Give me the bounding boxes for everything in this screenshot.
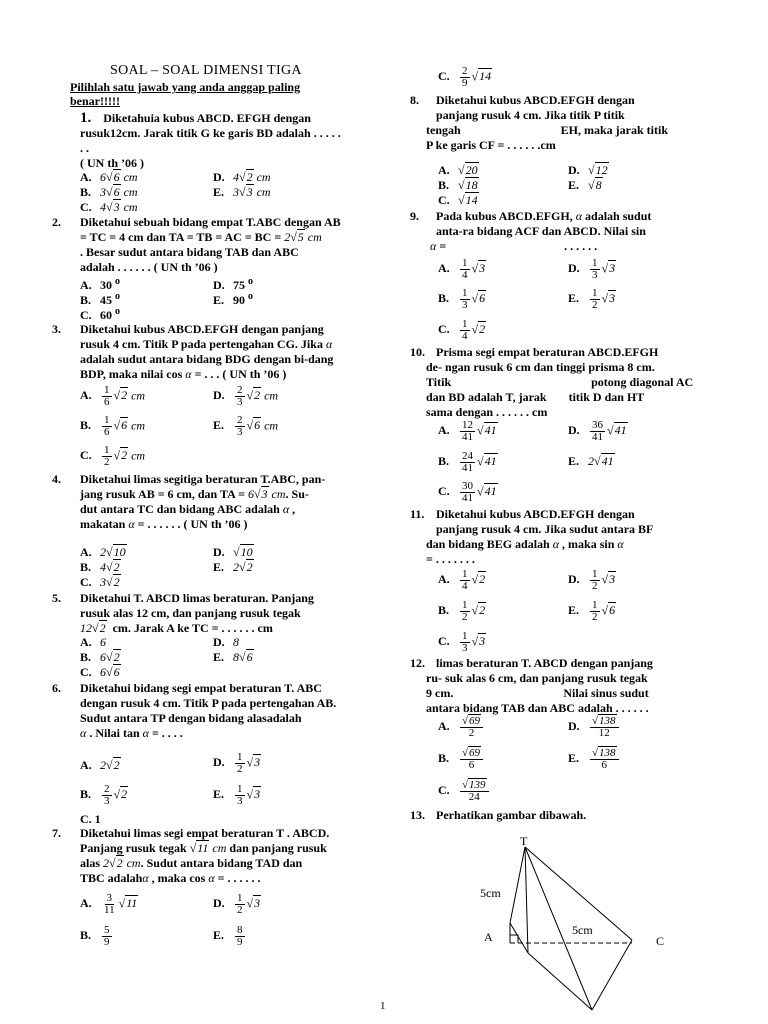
q6-option-e[interactable]: E. $\frac{1}{3}$ √3 xyxy=(213,783,261,807)
q7-option-d[interactable]: D. $\frac{1}{2}$ √3 xyxy=(213,892,261,916)
q1-option-c[interactable]: C. 4√3 cm xyxy=(80,200,138,214)
q5-option-b[interactable]: B. 6√2 xyxy=(80,650,120,664)
q8-option-a[interactable]: A. √20 xyxy=(438,163,478,177)
question-2: 2. Diketahui sebuah bidang empat T.ABC dengan AB = TC = 4 cm dan TA = TB = AC = BC = 2√5 cm . Besar sudut antara bidang TAB dan ABC adalah . . . . . . ( UN th ’06 ) xyxy=(52,215,341,274)
q3-option-b[interactable]: B. $\frac{1}{6}$ √6 cm xyxy=(80,414,146,438)
instruction xyxy=(70,80,300,108)
q10-option-d[interactable]: D. $\frac{36}{41}$ √41 xyxy=(568,419,627,443)
q9-option-b[interactable]: B. $\frac{1}{3}$ √6 xyxy=(438,287,486,311)
q3-option-a[interactable]: A. $\frac{1}{6}$ √2 cm xyxy=(80,384,146,408)
q3-option-c[interactable]: C. $\frac{1}{2}$ √2 cm xyxy=(80,444,146,468)
q1-option-e[interactable]: E. 3√3 cm xyxy=(213,185,271,199)
q11-option-e[interactable]: E. $\frac{1}{2}$ √6 xyxy=(568,599,616,623)
q6-option-b[interactable]: B. $\frac{2}{3}$ √2 xyxy=(80,783,128,807)
q10-option-c[interactable]: C. $\frac{30}{41}$ √41 xyxy=(438,480,497,504)
question-12: 12. limas beraturan T. ABCD dengan panjang ru- suk alas 6 cm, dan panjang rusuk tegak 9 cm. Nilai sinus sudut antara bidang TAB dan ABC adalah . . . . . . xyxy=(410,656,653,715)
q9-option-e[interactable]: E. $\frac{1}{2}$ √3 xyxy=(568,287,616,311)
question-13: 13. Perhatikan gambar dibawah. xyxy=(410,808,587,822)
q4-option-e[interactable]: E. 2√2 xyxy=(213,560,253,574)
question-9: 9. Pada kubus ABCD.EFGH, α adalah sudut anta-ra bidang ACF dan ABCD. Nilai sin α = . . . . . . xyxy=(410,209,652,253)
q8-option-b[interactable]: B. √18 xyxy=(438,178,478,192)
q8-option-c[interactable]: C. √14 xyxy=(438,193,478,207)
q7-option-a[interactable]: A. $\frac{3}{11}$ √11 xyxy=(80,892,138,916)
q2-option-d[interactable]: D. 75 $^o$ xyxy=(213,276,253,292)
question-7: 7. Diketahui limas segi empat beraturan T . ABCD. Panjang rusuk tegak √11 cm dan panjang rusuk alas 2√2 cm. Sudut antara bidang TAD dan TBC adalahα , maka cos α = . . . . . . xyxy=(52,826,330,885)
question-11: 11. Diketahui kubus ABCD.EFGH dengan panjang rusuk 4 cm. Jika sudut antara BF dan bidang BEG adalah α , maka sin α = . . . . . . . xyxy=(410,507,654,566)
q5-option-e[interactable]: E. 8√6 xyxy=(213,650,253,664)
figure-label-c: C xyxy=(656,934,665,948)
q5-option-c[interactable]: C. 6√6 xyxy=(80,665,120,679)
q8-option-d[interactable]: D. √12 xyxy=(568,163,608,177)
q2-option-a[interactable]: A. 30 $^o$ xyxy=(80,276,120,292)
q6-option-c[interactable]: C. 1 xyxy=(80,812,101,826)
q11-option-b[interactable]: B. $\frac{1}{2}$ √2 xyxy=(438,599,486,623)
figure-label-a: A xyxy=(484,930,493,944)
q12-option-b[interactable]: B. $\frac{√69}{6}$ xyxy=(438,748,485,771)
q4-option-b[interactable]: B. 4√2 xyxy=(80,560,120,574)
q7-option-c[interactable]: C. $\frac{2}{9}$ √14 xyxy=(438,65,492,89)
page-number: 1 xyxy=(380,1000,386,1012)
q1-option-a[interactable]: A. 6√6 cm xyxy=(80,170,138,184)
q9-option-a[interactable]: A. $\frac{1}{4}$ √3 xyxy=(438,257,486,281)
q1-option-d[interactable]: D. 4√2 cm xyxy=(213,170,271,184)
question-4: 4. Diketahui limas segitiga beraturan T.ABC, pan- jang rusuk AB = 6 cm, dan TA = 6√3 cm. Su- dut antara TC dan bidang ABC adalah α , makatan α = . . . . . . ( UN th ’06 ) xyxy=(52,472,326,531)
q12-option-a[interactable]: A. $\frac{√69}{2}$ xyxy=(438,716,485,739)
q12-option-d[interactable]: D. $\frac{√138}{12}$ xyxy=(568,716,621,739)
q6-option-a[interactable]: A. 2√2 xyxy=(80,758,120,772)
q7-option-b[interactable]: B. $\frac{5}{9}$ xyxy=(80,924,110,948)
q6-option-d[interactable]: D. $\frac{1}{2}$ √3 xyxy=(213,751,261,775)
instruction-line-1: Pilihlah satu jawab yang anda anggap paling xyxy=(70,80,301,94)
q11-option-a[interactable]: A. $\frac{1}{4}$ √2 xyxy=(438,568,486,592)
question-5: 5. Diketahui T. ABCD limas beraturan. Panjang rusuk alas 12 cm, dan panjang rusuk tegak 12√2 cm. Jarak A ke TC = . . . . . . cm xyxy=(52,591,314,635)
q10-option-b[interactable]: B. $\frac{24}{41}$ √41 xyxy=(438,450,497,474)
q4-option-c[interactable]: C. 3√2 xyxy=(80,575,120,589)
q3-option-d[interactable]: D. $\frac{2}{3}$ √2 cm xyxy=(213,384,279,408)
q10-option-a[interactable]: A. $\frac{12}{41}$ √41 xyxy=(438,419,497,443)
q4-option-a[interactable]: A. 2√10 xyxy=(80,545,126,559)
q1-option-b[interactable]: B. 3√6 cm xyxy=(80,185,138,199)
question-6: 6. Diketahui bidang segi empat beraturan T. ABC dengan rusuk 4 cm. Titik P pada pertengahan AB. Sudut antara TP dengan bidang alasadalah α . Nilai tan α = . . . . xyxy=(52,681,337,740)
q5-option-a[interactable]: A. 6 xyxy=(80,635,106,649)
q4-option-d[interactable]: D. √10 xyxy=(213,545,253,559)
q11-option-c[interactable]: C. $\frac{1}{3}$ √3 xyxy=(438,630,486,654)
instruction-line-2: benar!!!!! xyxy=(70,94,120,108)
q9-option-d[interactable]: D. $\frac{1}{3}$ √3 xyxy=(568,257,616,281)
q12-option-e[interactable]: E. $\frac{√138}{6}$ xyxy=(568,748,621,771)
q3-option-e[interactable]: E. $\frac{2}{3}$ √6 cm xyxy=(213,414,279,438)
q12-option-c[interactable]: C. $\frac{√139}{24}$ xyxy=(438,780,491,803)
question-1: 1. Diketahuia kubus ABCD. EFGH dengan rusuk12cm. Jarak titik G ke garis BD adalah . . . . . . . ( UN th ’06 ) xyxy=(80,110,341,170)
q8-option-e[interactable]: E. √8 xyxy=(568,178,602,192)
page-title: SOAL – SOAL DIMENSI TIGA xyxy=(110,63,302,78)
q2-option-e[interactable]: E. 90 $^o$ xyxy=(213,291,253,307)
figure-label-t: T xyxy=(520,835,528,848)
figure-side-label-1: 5cm xyxy=(480,886,501,900)
q10-option-e[interactable]: E. 2√41 xyxy=(568,454,614,468)
q7-option-e[interactable]: E. $\frac{8}{9}$ xyxy=(213,924,243,948)
q9-option-c[interactable]: C. $\frac{1}{4}$ √2 xyxy=(438,318,486,342)
pyramid-figure xyxy=(470,835,690,1020)
q2-option-c[interactable]: C. 60 $^o$ xyxy=(80,306,120,322)
figure-side-label-2: 5cm xyxy=(572,923,593,937)
q5-option-d[interactable]: D. 8 xyxy=(213,635,239,649)
q2-option-b[interactable]: B. 45 $^o$ xyxy=(80,291,120,307)
q11-option-d[interactable]: D. $\frac{1}{2}$ √3 xyxy=(568,568,616,592)
question-3: 3. Diketahui kubus ABCD.EFGH dengan panjang rusuk 4 cm. Titik P pada pertengahan CG. Jika α adalah sudut antara bidang BDG dengan bi-dang BDP, maka nilai cos α = . . . ( UN th ’06 ) xyxy=(52,322,334,381)
question-8: 8. Diketahui kubus ABCD.EFGH dengan panjang rusuk 4 cm. Jika titik P titik tengah EH, maka jarak titik P ke garis CF = . . . . . .cm xyxy=(410,93,669,152)
question-10: 10. Prisma segi empat beraturan ABCD.EFGH de- ngan rusuk 6 cm dan tinggi prisma 8 cm. Titik potong diagonal AC dan BD adalah T, jarak titik D dan HT sama dengan . . . . . . cm xyxy=(410,345,694,419)
